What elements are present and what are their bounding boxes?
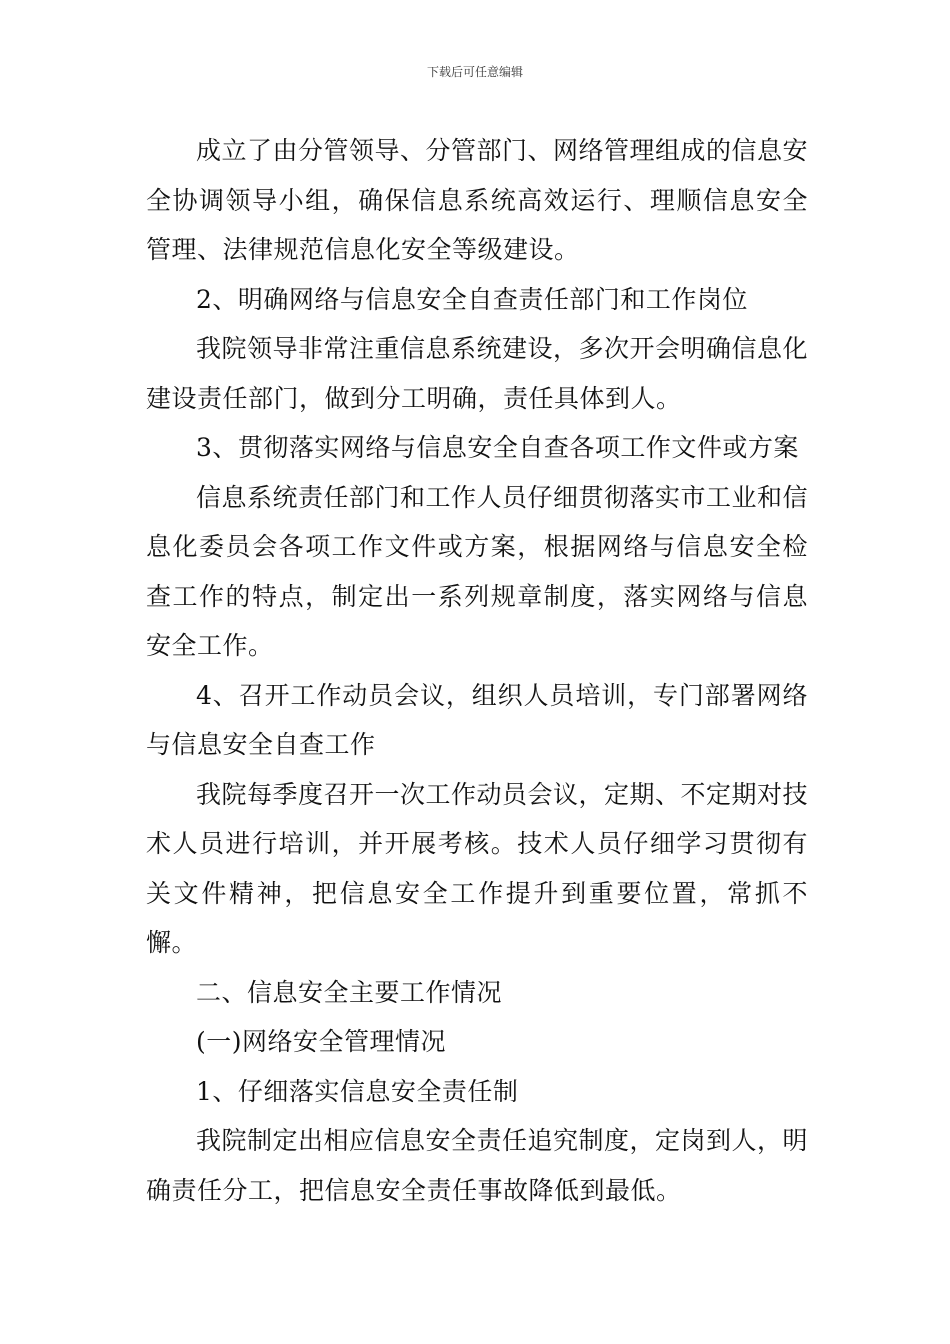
heading-implement-documents: 3、贯彻落实网络与信息安全自查各项工作文件或方案 [196,433,799,462]
paragraph-leadership-group: 成立了由分管领导、分管部门、网络管理组成的信息安全协调领导小组，确保信息系统高效运行、理顺信息安全管理、法律规范信息化安全等级建设。 [146,136,809,264]
heading-responsibility-departments: 2、明确网络与信息安全自查责任部门和工作岗位 [196,284,748,314]
page-header: 下载后可任意编辑 [426,65,523,79]
document-body [146,126,808,1215]
paragraph-mobilization-meeting: 我院每季度召开一次工作动员会议，定期、不定期对技术人员进行培训，并开展考核。技术人员仔细学习贯彻有关文件精神，把信息安全工作提升到重要位置，常抓不懈。 [146,779,809,957]
heading-network-security-management: (一)网络安全管理情况 [196,1027,447,1056]
heading-mobilization-meeting: 4、召开工作动员会议，组织人员培训，专门部署网络与信息安全自查工作 [146,680,808,759]
heading-responsibility-system: 1、仔细落实信息安全责任制 [196,1076,519,1106]
paragraph-leadership-attention: 我院领导非常注重信息系统建设，多次开会明确信息化建设责任部门，做到分工明确，责任具体到人。 [146,334,809,413]
heading-main-work: 二、信息安全主要工作情况 [196,977,503,1007]
paragraph-implement-documents: 信息系统责任部门和工作人员仔细贯彻落实市工业和信息化委员会各项工作文件或方案，根据网络与信息安全检查工作的特点，制定出一系列规章制度，落实网络与信息安全工作。 [146,482,809,660]
paragraph-responsibility-system: 我院制定出相应信息安全责任追究制度，定岗到人，明确责任分工，把信息安全责任事故降低到最低。 [146,1126,809,1205]
